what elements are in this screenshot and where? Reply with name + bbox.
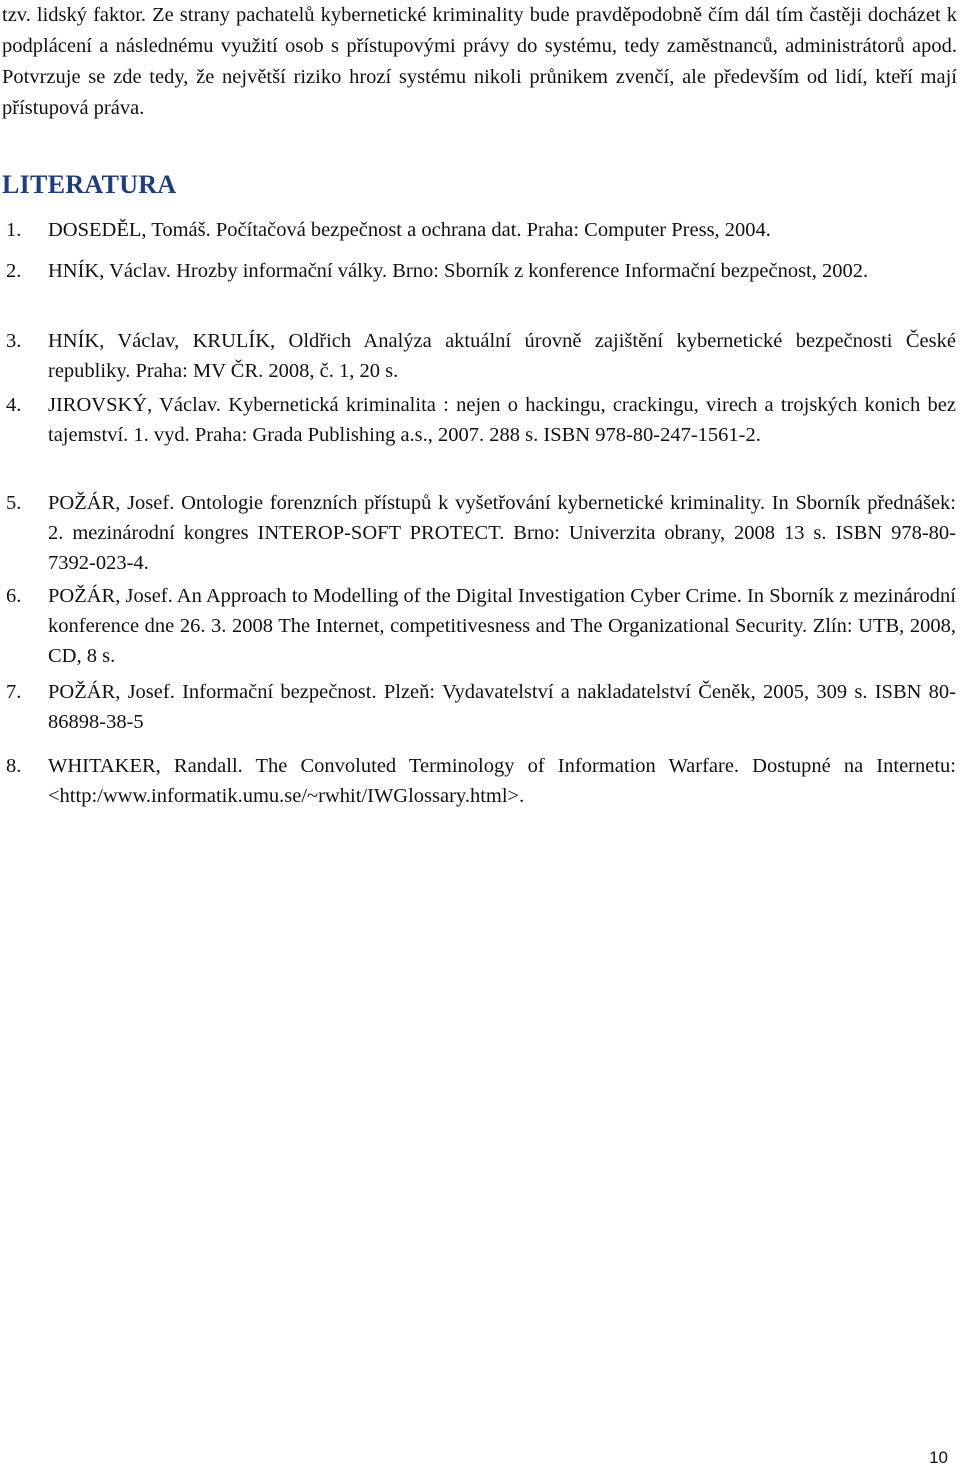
reference-item [6, 581, 956, 671]
reference-number: 7. [6, 681, 22, 703]
reference-text: HNÍK, Václav, KRULÍK, Oldřich Analýza aktuální úrovně zajištění kybernetické bezpečnosti České republiky. Praha: MV ČR. 2008, č. 1, 20 s. [48, 330, 956, 382]
intro-paragraph: tzv. lidský faktor. Ze strany pachatelů kybernetické kriminality bude pravděpodobně čím dál tím častěji docházet k podplácení a následnému využití osob s přístupovými právy do systému, tedy zaměstnanců, administrátorů apod. Potvrzuje se zde tedy, že největší riziko hrozí systému nikoli průnikem zvenčí, ale především od lidí, kteří mají přístupová práva. [2, 4, 957, 119]
reference-number: 3. [6, 330, 22, 352]
section-heading: LITERATURA [2, 170, 177, 199]
reference-text: POŽÁR, Josef. Ontologie forenzních přístupů k vyšetřování kybernetické kriminality. In Sborník přednášek: 2. mezinárodní kongres INTEROP-SOFT PROTECT. Brno: Univerzita obrany, 2008 13 s. ISBN 978-80-7392-023-4. [48, 492, 956, 574]
reference-text: POŽÁR, Josef. An Approach to Modelling of the Digital Investigation Cyber Crime. In Sborník z mezinárodní konference dne 26. 3. 2008 The Internet, competitivesness and The Organizational Security. Zlín: UTB, 2008, CD, 8 s. [48, 585, 956, 667]
reference-number: 6. [6, 585, 22, 607]
reference-text: POŽÁR, Josef. Informační bezpečnost. Plzeň: Vydavatelství a nakladatelství Čeněk, 2005, 309 s. ISBN 80-86898-38-5 [48, 681, 956, 733]
reference-number: 4. [6, 394, 22, 416]
reference-text: WHITAKER, Randall. The Convoluted Terminology of Information Warfare. Dostupné na Internetu: <http:/www.informatik.umu.se/~rwhit/IWGlossary.html>. [48, 755, 956, 807]
page-number: 10 [929, 1448, 948, 1467]
reference-text: DOSEDĚL, Tomáš. Počítačová bezpečnost a ochrana dat. Praha: Computer Press, 2004. [48, 219, 771, 241]
reference-item [6, 390, 956, 450]
reference-item [6, 751, 956, 811]
reference-number: 8. [6, 755, 22, 777]
reference-text: JIROVSKÝ, Václav. Kybernetická kriminalita : nejen o hackingu, crackingu, virech a trojských konich bez tajemství. 1. vyd. Praha: Grada Publishing a.s., 2007. 288 s. ISBN 978-80-247-1561-2. [48, 394, 956, 446]
reference-text: HNÍK, Václav. Hrozby informační války. Brno: Sborník z konference Informační bezpečnost, 2002. [48, 260, 869, 282]
reference-item [6, 326, 956, 386]
reference-item [6, 488, 956, 578]
reference-number: 5. [6, 492, 22, 514]
reference-item [6, 256, 956, 286]
reference-number: 1. [6, 219, 22, 241]
reference-number: 2. [6, 260, 22, 282]
reference-item [6, 215, 956, 245]
reference-item [6, 677, 956, 737]
